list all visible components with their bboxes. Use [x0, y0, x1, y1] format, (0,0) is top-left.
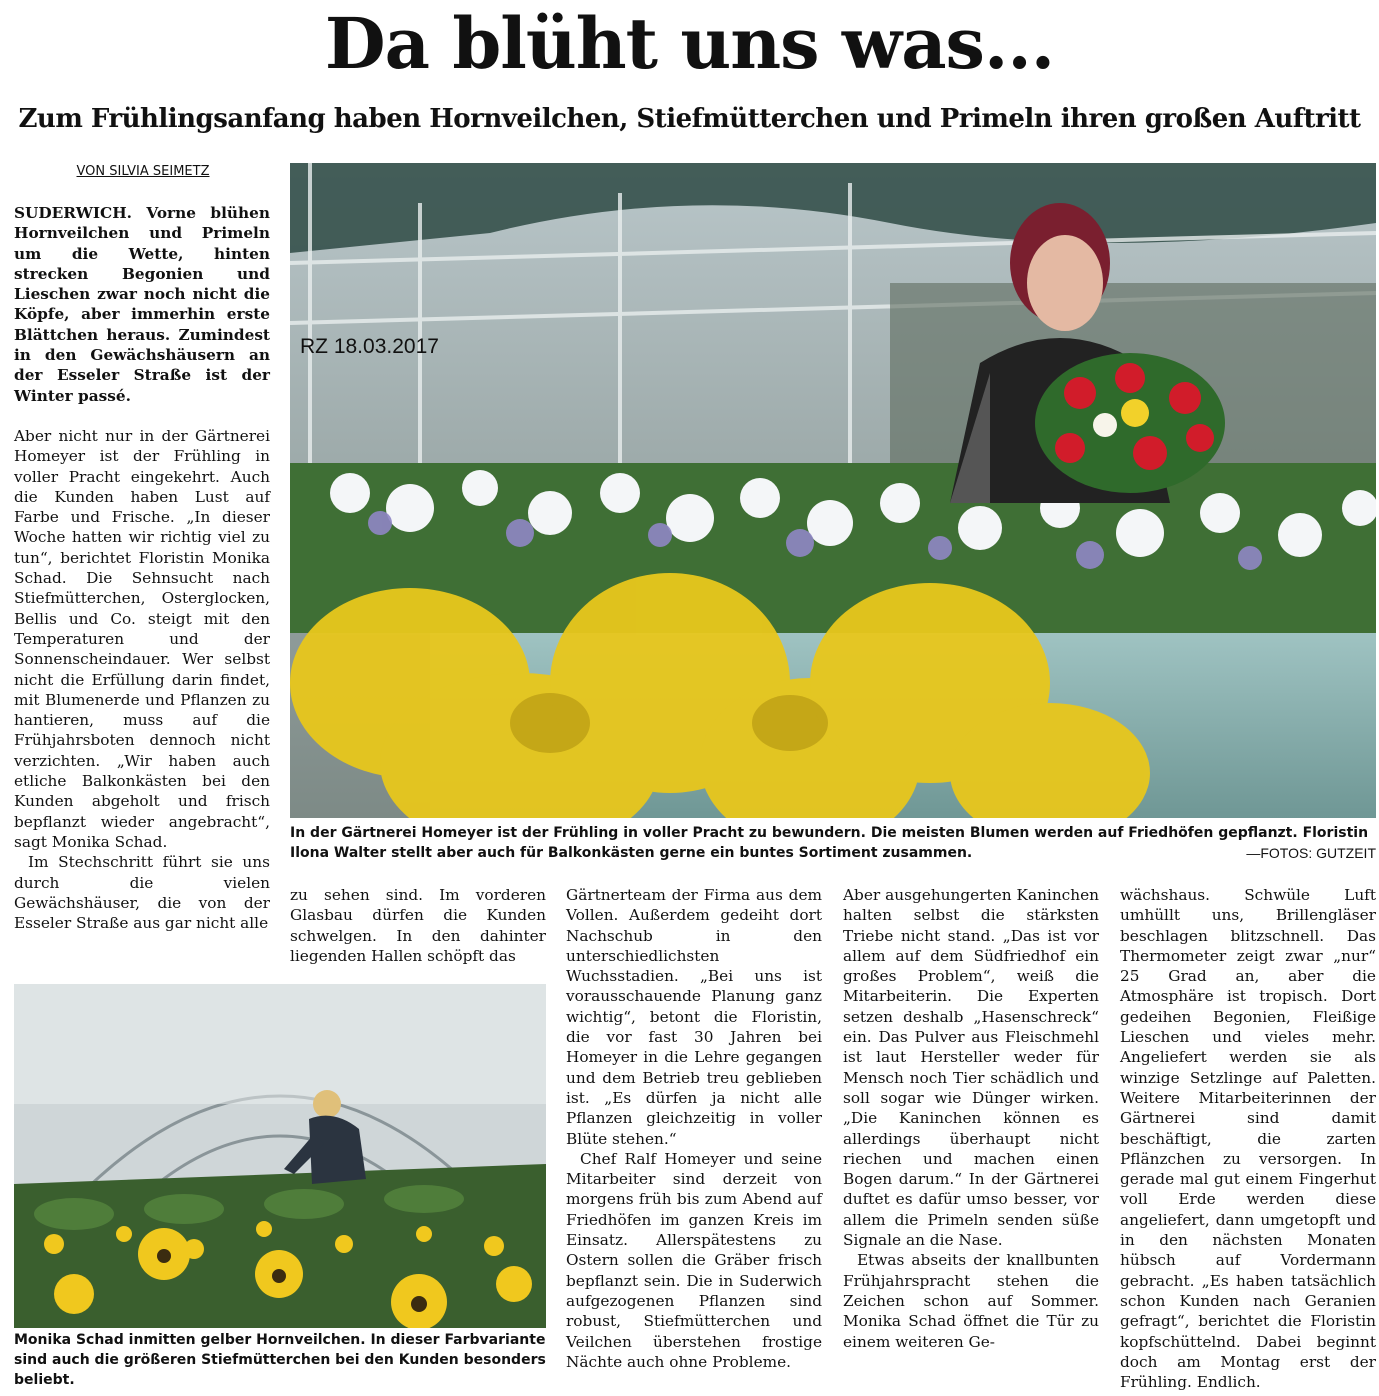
- article-paragraph: wächshaus. Schwüle Luft umhüllt uns, Brillengläser beschlagen blitzschnell. Das Thermometer zeigt zwar „nur“ 25 Grad an, aber die Atmosphäre ist tropisch. Dort gedeihen Begonien, Fleißige Lieschen und vieles mehr. Angeliefert werden sie als winzige Setzlinge auf Paletten. Weitere Mitarbeiterinnen der Gärtnerei sind damit beschäftigt, die zarten Pflänzchen zu versorgen. In gerade mal gut einem Fingerhut voll Erde werden diese angeliefert, dann umgetopft und in den nächsten Monaten hübsch auf Vordermann gebracht. „Es haben tatsächlich schon Kunden nach Geranien gefragt“, berichtet die Floristin kopfschüttelnd. Dabei beginnt doch am Montag erst der Frühling. Endlich.: [1120, 886, 1376, 1392]
- article-lead: SUDERWICH. Vorne blühen Hornveilchen und Primeln um die Wette, hinten strecken Begonien und Lieschen zwar noch nicht die Köpfe, aber immerhin erste Blättchen heraus. Zumindest in den Gewächshäusern an der Esseler Straße ist der Winter passé.: [14, 204, 270, 405]
- byline: VON SILVIA SEIMETZ: [76, 164, 210, 179]
- article-paragraph: Aber ausgehungerten Kaninchen halten selbst die stärksten Triebe nicht stand. „Das ist vor allem auf dem Südfriedhof ein großes Problem“, weiß die Mitarbeiterin. Die Experten setzen deshalb „Hasenschreck“ ein. Das Pulver aus Fleischmehl ist laut Hersteller weder für Mensch noch Tier schädlich und soll sogar wie Dünger wirken. „Die Kaninchen können es allerdings überhaupt nicht riechen und machen einen Bogen darum.“ In der Gärtnerei duftet es dafür umso besser, vor allem die Primeln senden süße Signale an die Nase.: [843, 886, 1099, 1250]
- second-photo-caption: Monika Schad inmitten gelber Hornveilchen. In dieser Farbvariante sind auch die größeren Stiefmütterchen bei den Kunden besonders beliebt.: [14, 1332, 546, 1388]
- main-photo-image: [290, 163, 1376, 818]
- main-photo: [290, 163, 1376, 818]
- article-paragraph: Etwas abseits der knallbunten Frühjahrspracht stehen die Zeichen schon auf Sommer. Monika Schad öffnet die Tür zu einem weiteren Ge-: [843, 1251, 1099, 1351]
- article-column-2: [290, 885, 546, 966]
- article-paragraph: Gärtnerteam der Firma aus dem Vollen. Außerdem gedeiht dort Nachschub in den unterschiedlichsten Wuchsstadien. „Bei uns ist vorausschauende Planung ganz wichtig“, betont die Floristin, die vor fast 30 Jahren bei Homeyer in die Lehre gegangen und dem Betrieb treu geblieben ist. „Es dürfen ja nicht alle Pflanzen gleichzeitig in voller Blüte stehen.“: [566, 886, 822, 1148]
- main-photo-caption: [290, 823, 1376, 863]
- article-column-1: [14, 203, 270, 963]
- main-caption-text: In der Gärtnerei Homeyer ist der Frühling in voller Pracht zu bewundern. Die meisten Blumen werden auf Friedhöfen gepflanzt. Floristin Ilona Walter stellt aber auch für Balkonkästen gerne ein buntes Sortiment zusammen.: [290, 825, 1369, 861]
- article-paragraph: Aber nicht nur in der Gärtnerei Homeyer ist der Frühling in voller Pracht eingekehrt. Auch die Kunden haben Lust auf Farbe und Frische. „In dieser Woche hatten wir richtig viel zu tun“, berichtet Floristin Monika Schad. Die Sehnsucht nach Stiefmütterchen, Osterglocken, Bellis und Co. steigt mit den Temperaturen und der Sonnenscheindauer. Wer selbst nicht die Erfüllung darin findet, mit Blumenerde und Pflanzen zu hantieren, muss auf die Frühjahrsboten dennoch nicht verzichten. „Wir haben auch etliche Balkonkästen bei den Kunden abgeholt und frisch bepflanzt wieder angebracht“, sagt Monika Schad.: [14, 426, 270, 851]
- article-paragraph: zu sehen sind. Im vorderen Glasbau dürfen die Kunden schwelgen. In den dahinter liegenden Hallen schöpft das: [290, 886, 546, 965]
- article-column-5: [1120, 885, 1376, 1392]
- second-photo: [14, 984, 546, 1328]
- photo-credit: —FOTOS: GUTZEIT: [1246, 845, 1376, 861]
- second-photo-image: [14, 984, 546, 1328]
- article-paragraph: Im Stechschritt führt sie uns durch die vielen Gewächshäuser, die von der Esseler Straße aus gar nicht alle: [14, 853, 270, 933]
- date-stamp: RZ 18.03.2017: [300, 335, 439, 358]
- headline: Da blüht uns was...: [324, 2, 1055, 85]
- article-paragraph: Chef Ralf Homeyer und seine Mitarbeiter sind derzeit von morgens früh bis zum Abend auf Friedhöfen im ganzen Kreis im Einsatz. Allerspätestens zu Ostern sollen die Gräber frisch bepflanzt sein. Die in Suderwich aufgezogenen Pflanzen sind robust, Stiefmütterchen und Veilchen überstehen frostige Nächte auch ohne Probleme.: [566, 1149, 822, 1371]
- subheadline: Zum Frühlingsanfang haben Hornveilchen, Stiefmütterchen und Primeln ihren großen Auftritt: [18, 104, 1361, 134]
- article-column-3: [566, 885, 822, 1372]
- article-column-4: [843, 885, 1099, 1352]
